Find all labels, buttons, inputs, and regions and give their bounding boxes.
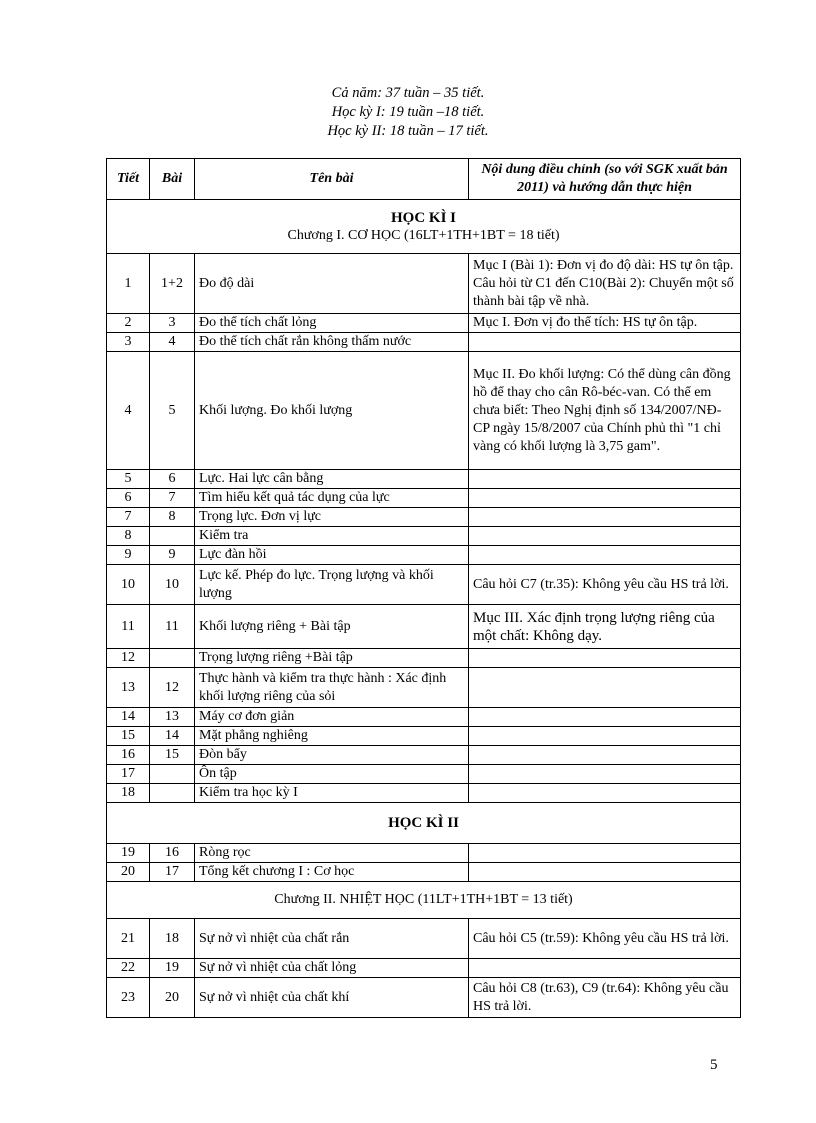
table-row — [107, 746, 741, 765]
cell-tiet: 1 — [107, 254, 150, 314]
intro-line-semester-2: Học kỳ II: 18 tuần – 17 tiết. — [327, 123, 489, 139]
cell-noi-dung: Mục III. Xác định trọng lượng riêng của một chất: Không dạy. — [469, 605, 741, 649]
header-tiet: Tiết — [107, 159, 150, 200]
cell-bai: 9 — [150, 546, 195, 565]
intro-summary — [0, 84, 816, 141]
cell-tiet: 9 — [107, 546, 150, 565]
table-header-row — [107, 159, 741, 200]
cell-bai — [150, 649, 195, 668]
cell-bai: 15 — [150, 746, 195, 765]
table-row — [107, 333, 741, 352]
cell-bai — [150, 784, 195, 803]
cell-bai: 8 — [150, 508, 195, 527]
cell-ten-bai: Sự nở vì nhiệt của chất lỏng — [195, 959, 469, 978]
intro-line-semester-1: Học kỳ I: 19 tuần –18 tiết. — [331, 104, 485, 120]
cell-noi-dung: Câu hỏi C7 (tr.35): Không yêu cầu HS trả lời. — [469, 565, 741, 605]
table-row — [107, 489, 741, 508]
cell-ten-bai: Lực đàn hồi — [195, 546, 469, 565]
cell-bai: 14 — [150, 727, 195, 746]
cell-tiet: 5 — [107, 470, 150, 489]
cell-tiet: 12 — [107, 649, 150, 668]
table-row — [107, 254, 741, 314]
cell-tiet: 10 — [107, 565, 150, 605]
table-row — [107, 352, 741, 470]
cell-bai: 4 — [150, 333, 195, 352]
cell-ten-bai: Đòn bẩy — [195, 746, 469, 765]
cell-tiet: 16 — [107, 746, 150, 765]
cell-noi-dung — [469, 668, 741, 708]
cell-ten-bai: Sự nở vì nhiệt của chất rắn — [195, 919, 469, 959]
cell-ten-bai: Kiểm tra — [195, 527, 469, 546]
lesson-plan-table — [106, 158, 741, 1018]
cell-noi-dung: Mục I (Bài 1): Đơn vị đo độ dài: HS tự ôn tập. Câu hỏi từ C1 đến C10(Bài 2): Chuyển một số thành bài tập về nhà. — [469, 254, 741, 314]
table-row — [107, 708, 741, 727]
cell-ten-bai: Trọng lực. Đơn vị lực — [195, 508, 469, 527]
cell-tiet: 3 — [107, 333, 150, 352]
cell-noi-dung — [469, 546, 741, 565]
table-row — [107, 649, 741, 668]
cell-bai: 1+2 — [150, 254, 195, 314]
cell-bai: 6 — [150, 470, 195, 489]
cell-tiet: 11 — [107, 605, 150, 649]
cell-ten-bai: Đo thể tích chất lỏng — [195, 314, 469, 333]
cell-noi-dung — [469, 333, 741, 352]
header-noi-dung: Nội dung điều chỉnh (so với SGK xuất bản 2011) và hướng dẫn thực hiện — [469, 159, 741, 200]
cell-noi-dung — [469, 746, 741, 765]
cell-tiet: 20 — [107, 863, 150, 882]
cell-tiet: 14 — [107, 708, 150, 727]
cell-noi-dung — [469, 959, 741, 978]
intro-line-year: Cả năm: 37 tuần – 35 tiết. — [331, 85, 485, 101]
table-row — [107, 784, 741, 803]
cell-noi-dung — [469, 708, 741, 727]
cell-noi-dung: Câu hỏi C8 (tr.63), C9 (tr.64): Không yêu cầu HS trả lời. — [469, 978, 741, 1018]
cell-bai: 18 — [150, 919, 195, 959]
table-row — [107, 863, 741, 882]
cell-bai: 10 — [150, 565, 195, 605]
cell-tiet: 6 — [107, 489, 150, 508]
section-hk2 — [107, 803, 741, 844]
section-hk1-subtitle: Chương I. CƠ HỌC (16LT+1TH+1BT = 18 tiết) — [287, 227, 560, 243]
cell-ten-bai: Trọng lượng riêng +Bài tập — [195, 649, 469, 668]
section-chuong2 — [107, 882, 741, 919]
cell-noi-dung: Mục II. Đo khối lượng: Có thể dùng cân đồng hồ để thay cho cân Rô-béc-van. Có thể em chưa biết: Theo Nghị định số 134/2007/NĐ-CP ngày 15/8/2007 của Chính phủ thì "1 chỉ vàng có khối lượng là 3,75 gam". — [469, 352, 741, 470]
cell-ten-bai: Ôn tập — [195, 765, 469, 784]
section-hk1-row — [107, 200, 741, 254]
cell-ten-bai: Ròng rọc — [195, 844, 469, 863]
cell-tiet: 17 — [107, 765, 150, 784]
cell-noi-dung — [469, 863, 741, 882]
table-row — [107, 919, 741, 959]
table-row — [107, 959, 741, 978]
cell-bai: 7 — [150, 489, 195, 508]
table-row — [107, 605, 741, 649]
cell-noi-dung — [469, 649, 741, 668]
cell-ten-bai: Sự nở vì nhiệt của chất khí — [195, 978, 469, 1018]
section-hk2-row — [107, 803, 741, 844]
cell-noi-dung: Câu hỏi C5 (tr.59): Không yêu cầu HS trả lời. — [469, 919, 741, 959]
cell-noi-dung: Mục I. Đơn vị đo thể tích: HS tự ôn tập. — [469, 314, 741, 333]
cell-noi-dung — [469, 489, 741, 508]
cell-tiet: 18 — [107, 784, 150, 803]
cell-noi-dung — [469, 470, 741, 489]
cell-noi-dung — [469, 508, 741, 527]
cell-tiet: 23 — [107, 978, 150, 1018]
cell-bai — [150, 527, 195, 546]
section-hk1 — [107, 200, 741, 254]
cell-ten-bai: Tổng kết chương I : Cơ học — [195, 863, 469, 882]
cell-bai: 11 — [150, 605, 195, 649]
table-row — [107, 546, 741, 565]
table-row — [107, 565, 741, 605]
cell-noi-dung — [469, 784, 741, 803]
table-row — [107, 314, 741, 333]
table-row — [107, 978, 741, 1018]
table-row — [107, 527, 741, 546]
cell-bai: 12 — [150, 668, 195, 708]
section-hk2-title: HỌC KÌ II — [388, 815, 459, 831]
cell-tiet: 4 — [107, 352, 150, 470]
table-row — [107, 470, 741, 489]
page-number: 5 — [710, 1057, 718, 1073]
cell-tiet: 21 — [107, 919, 150, 959]
header-bai: Bài — [150, 159, 195, 200]
cell-ten-bai: Đo thể tích chất rắn không thấm nước — [195, 333, 469, 352]
cell-noi-dung — [469, 844, 741, 863]
cell-tiet: 8 — [107, 527, 150, 546]
section-chuong2-row — [107, 882, 741, 919]
cell-ten-bai: Mặt phẳng nghiêng — [195, 727, 469, 746]
cell-tiet: 22 — [107, 959, 150, 978]
section-chuong2-title: Chương II. NHIỆT HỌC (11LT+1TH+1BT = 13 tiết) — [274, 892, 573, 907]
cell-noi-dung — [469, 765, 741, 784]
cell-ten-bai: Lực. Hai lực cân bằng — [195, 470, 469, 489]
header-ten-bai: Tên bài — [195, 159, 469, 200]
table-row — [107, 727, 741, 746]
cell-tiet: 13 — [107, 668, 150, 708]
cell-ten-bai: Máy cơ đơn giản — [195, 708, 469, 727]
cell-bai: 13 — [150, 708, 195, 727]
cell-ten-bai: Khối lượng riêng + Bài tập — [195, 605, 469, 649]
cell-tiet: 7 — [107, 508, 150, 527]
cell-tiet: 19 — [107, 844, 150, 863]
cell-tiet: 2 — [107, 314, 150, 333]
cell-ten-bai: Đo độ dài — [195, 254, 469, 314]
cell-bai — [150, 765, 195, 784]
cell-ten-bai: Lực kế. Phép đo lực. Trọng lượng và khối lượng — [195, 565, 469, 605]
cell-bai: 3 — [150, 314, 195, 333]
cell-noi-dung — [469, 727, 741, 746]
table-row — [107, 668, 741, 708]
table-row — [107, 765, 741, 784]
cell-bai: 19 — [150, 959, 195, 978]
table-row — [107, 508, 741, 527]
cell-ten-bai: Khối lượng. Đo khối lượng — [195, 352, 469, 470]
cell-bai: 5 — [150, 352, 195, 470]
cell-bai: 20 — [150, 978, 195, 1018]
cell-noi-dung — [469, 527, 741, 546]
table-row — [107, 844, 741, 863]
cell-tiet: 15 — [107, 727, 150, 746]
cell-ten-bai: Kiểm tra học kỳ I — [195, 784, 469, 803]
cell-bai: 16 — [150, 844, 195, 863]
cell-ten-bai: Tìm hiểu kết quả tác dụng của lực — [195, 489, 469, 508]
section-hk1-title: HỌC KÌ I — [390, 209, 456, 226]
cell-ten-bai: Thực hành và kiểm tra thực hành : Xác định khối lượng riêng của sỏi — [195, 668, 469, 708]
cell-bai: 17 — [150, 863, 195, 882]
